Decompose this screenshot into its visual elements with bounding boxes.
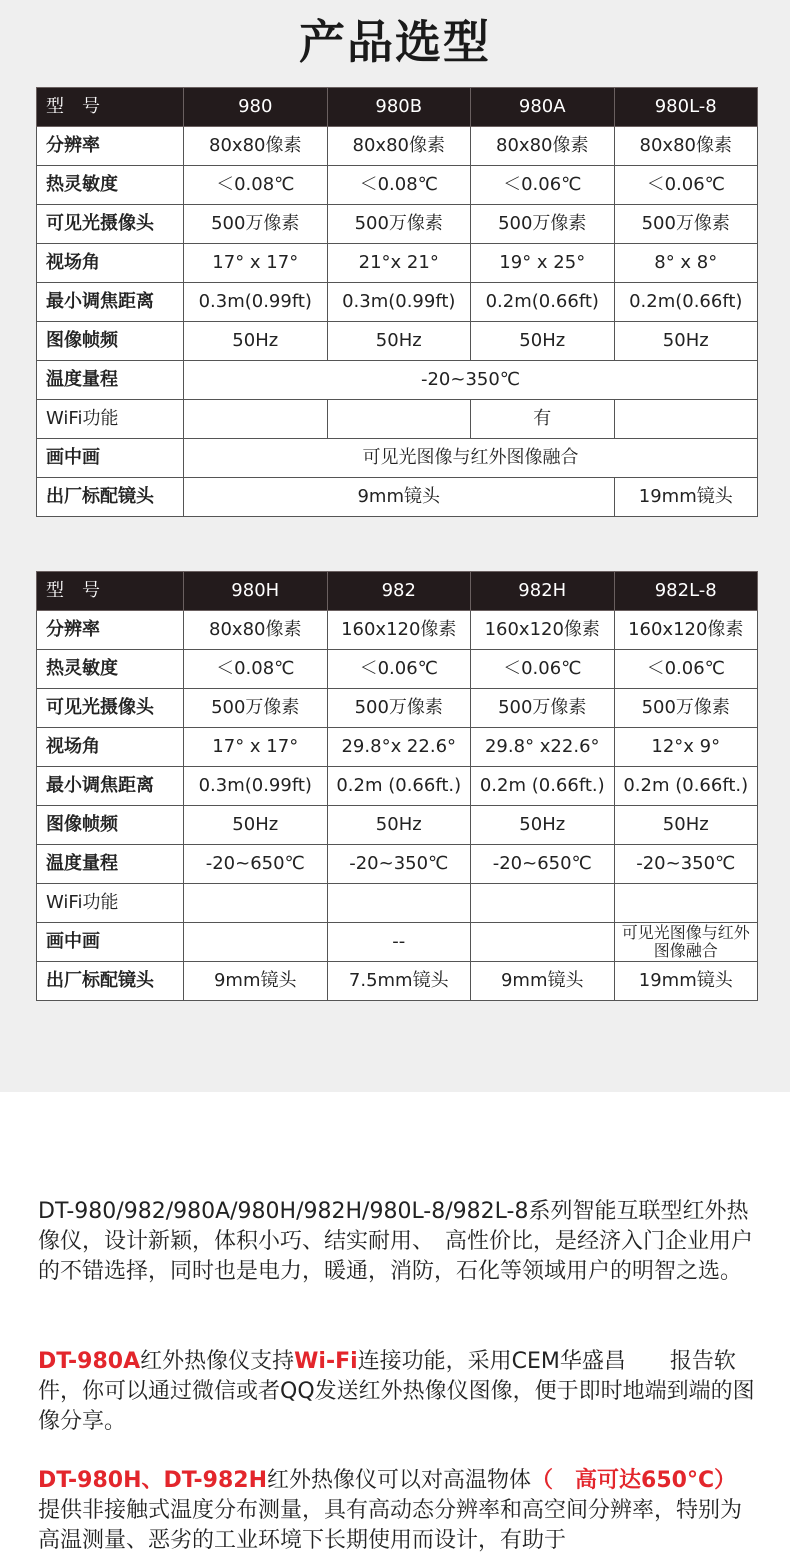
row-label: 出厂标配镜头	[37, 962, 184, 1001]
header-model: 980	[184, 88, 328, 127]
table-cell: 29.8° x22.6°	[471, 728, 615, 767]
table-cell: 500万像素	[614, 205, 758, 244]
table-cell: 500万像素	[471, 689, 615, 728]
table-cell: 50Hz	[614, 322, 758, 361]
row-resolution	[37, 127, 758, 166]
row-focus	[37, 767, 758, 806]
table-cell	[327, 400, 471, 439]
row-label: 热灵敏度	[37, 166, 184, 205]
row-lens	[37, 962, 758, 1001]
wifi-highlight: Wi-Fi	[294, 1349, 358, 1374]
table-cell: 50Hz	[184, 806, 328, 845]
row-framerate	[37, 322, 758, 361]
row-label: 最小调焦距离	[37, 767, 184, 806]
row-lens	[37, 478, 758, 517]
row-pip	[37, 439, 758, 478]
table-cell	[471, 884, 615, 923]
table-cell: 7.5mm镜头	[327, 962, 471, 1001]
row-range	[37, 361, 758, 400]
row-sensitivity	[37, 650, 758, 689]
table-header-row	[37, 88, 758, 127]
row-focus	[37, 283, 758, 322]
table-cell: ＜0.08℃	[184, 166, 328, 205]
table-cell: 8° x 8°	[614, 244, 758, 283]
table-cell: 17° x 17°	[184, 728, 328, 767]
table-cell: 500万像素	[327, 205, 471, 244]
table-header-row	[37, 572, 758, 611]
table-cell	[614, 400, 758, 439]
row-label: 分辨率	[37, 127, 184, 166]
table-cell: 19mm镜头	[614, 478, 758, 517]
table-cell: -20~650℃	[471, 845, 615, 884]
table-cell: 50Hz	[471, 322, 615, 361]
table-cell: 50Hz	[327, 322, 471, 361]
row-label: 画中画	[37, 439, 184, 478]
table-cell: 500万像素	[471, 205, 615, 244]
table-cell	[184, 923, 328, 962]
header-model: 982H	[471, 572, 615, 611]
row-fov	[37, 244, 758, 283]
table-cell: 0.3m(0.99ft)	[327, 283, 471, 322]
table-cell: 160x120像素	[471, 611, 615, 650]
table-cell: 9mm镜头	[184, 478, 615, 517]
header-model-label: 型 号	[37, 572, 184, 611]
model-highlight: DT-980A	[38, 1349, 141, 1374]
table-cell: 80x80像素	[614, 127, 758, 166]
table-cell: 80x80像素	[471, 127, 615, 166]
row-label: 可见光摄像头	[37, 689, 184, 728]
temperature-highlight: （ 高可达650°C）	[531, 1468, 737, 1493]
table-cell: 160x120像素	[614, 611, 758, 650]
table-cell: 500万像素	[327, 689, 471, 728]
table-cell: ＜0.06℃	[471, 650, 615, 689]
table-cell: ＜0.06℃	[471, 166, 615, 205]
row-camera	[37, 689, 758, 728]
table-cell: 29.8°x 22.6°	[327, 728, 471, 767]
table-cell: ＜0.08℃	[184, 650, 328, 689]
header-model: 980L-8	[614, 88, 758, 127]
header-model: 980H	[184, 572, 328, 611]
description-text: 红外热像仪支持	[140, 1349, 295, 1374]
table-cell: ＜0.06℃	[614, 650, 758, 689]
row-resolution	[37, 611, 758, 650]
row-wifi	[37, 884, 758, 923]
table-cell: 有	[471, 400, 615, 439]
description-text: 提供非接触式温度分布测量，具有高动态分辨率和高空间分辨率，特别为高温测量、恶劣的工业环境下长期使用而设计，有助于	[38, 1498, 743, 1553]
table-cell: 80x80像素	[327, 127, 471, 166]
table-cell: -20~350℃	[327, 845, 471, 884]
header-model: 982L-8	[614, 572, 758, 611]
table-cell: 80x80像素	[184, 127, 328, 166]
table-cell: 0.2m(0.66ft)	[614, 283, 758, 322]
table-cell: 17° x 17°	[184, 244, 328, 283]
spec-table-2	[36, 571, 758, 1001]
table-cell: 9mm镜头	[184, 962, 328, 1001]
table-cell: 50Hz	[471, 806, 615, 845]
row-label: 可见光摄像头	[37, 205, 184, 244]
row-label: 最小调焦距离	[37, 283, 184, 322]
table-cell	[184, 884, 328, 923]
row-label: 出厂标配镜头	[37, 478, 184, 517]
row-label: 图像帧频	[37, 806, 184, 845]
table-cell: 可见光图像与红外图像融合	[614, 923, 758, 962]
table-cell: 0.3m(0.99ft)	[184, 767, 328, 806]
row-fov	[37, 728, 758, 767]
row-label: WiFi功能	[37, 884, 184, 923]
row-label: 温度量程	[37, 361, 184, 400]
table-cell: 50Hz	[614, 806, 758, 845]
row-wifi	[37, 400, 758, 439]
description-wifi	[38, 1347, 758, 1437]
row-pip	[37, 923, 758, 962]
table-cell: 可见光图像与红外图像融合	[184, 439, 758, 478]
row-camera	[37, 205, 758, 244]
table-cell: ＜0.08℃	[327, 166, 471, 205]
table-cell: 500万像素	[184, 205, 328, 244]
table-cell: 9mm镜头	[471, 962, 615, 1001]
row-label: 分辨率	[37, 611, 184, 650]
table-cell: 0.2m (0.66ft.)	[471, 767, 615, 806]
table-cell: ＜0.06℃	[614, 166, 758, 205]
row-framerate	[37, 806, 758, 845]
table-cell: 12°x 9°	[614, 728, 758, 767]
table-cell: 0.2m (0.66ft.)	[327, 767, 471, 806]
header-model: 980A	[471, 88, 615, 127]
description-text: 连接功能，采用CEM华盛昌 报告软件，你可以通过微信或者QQ发送红外热像仪图像，便于即时地端到端的图像分享。	[38, 1349, 755, 1434]
description-text: 红外热像仪可以对高温物体	[267, 1468, 532, 1493]
table-cell: 0.3m(0.99ft)	[184, 283, 328, 322]
table-cell: 0.2m (0.66ft.)	[614, 767, 758, 806]
description-high-temp	[38, 1466, 758, 1556]
row-label: 图像帧频	[37, 322, 184, 361]
table-cell: 500万像素	[184, 689, 328, 728]
table-cell	[184, 400, 328, 439]
row-range	[37, 845, 758, 884]
table-cell: --	[327, 923, 471, 962]
table-cell	[471, 923, 615, 962]
table-cell: 19mm镜头	[614, 962, 758, 1001]
table-cell: 19° x 25°	[471, 244, 615, 283]
row-label: 温度量程	[37, 845, 184, 884]
table-cell: -20~350℃	[184, 361, 758, 400]
row-sensitivity	[37, 166, 758, 205]
spec-table-1	[36, 87, 758, 517]
table-cell: 0.2m(0.66ft)	[471, 283, 615, 322]
description-intro: DT-980/982/980A/980H/982H/980L-8/982L-8系列智能互联型红外热像仪，设计新颖，体积小巧、结实耐用、 高性价比，是经济入门企业用户的不错选择，同时也是电力，暖通，消防，石化等领域用户的明智之选。	[38, 1199, 754, 1284]
row-label: 视场角	[37, 728, 184, 767]
row-label: 视场角	[37, 244, 184, 283]
table-cell: 160x120像素	[327, 611, 471, 650]
row-label: WiFi功能	[37, 400, 184, 439]
header-model: 982	[327, 572, 471, 611]
page-title: 产品选型	[299, 15, 491, 69]
table-cell: 21°x 21°	[327, 244, 471, 283]
table-cell	[614, 884, 758, 923]
table-cell: ＜0.06℃	[327, 650, 471, 689]
table-cell: 50Hz	[327, 806, 471, 845]
model-highlight: DT-980H、DT-982H	[38, 1468, 268, 1493]
header-model-label: 型 号	[37, 88, 184, 127]
table-cell: -20~650℃	[184, 845, 328, 884]
row-label: 热灵敏度	[37, 650, 184, 689]
row-label: 画中画	[37, 923, 184, 962]
table-cell: 50Hz	[184, 322, 328, 361]
table-cell: 500万像素	[614, 689, 758, 728]
table-cell	[327, 884, 471, 923]
table-cell: -20~350℃	[614, 845, 758, 884]
table-cell: 80x80像素	[184, 611, 328, 650]
header-model: 980B	[327, 88, 471, 127]
